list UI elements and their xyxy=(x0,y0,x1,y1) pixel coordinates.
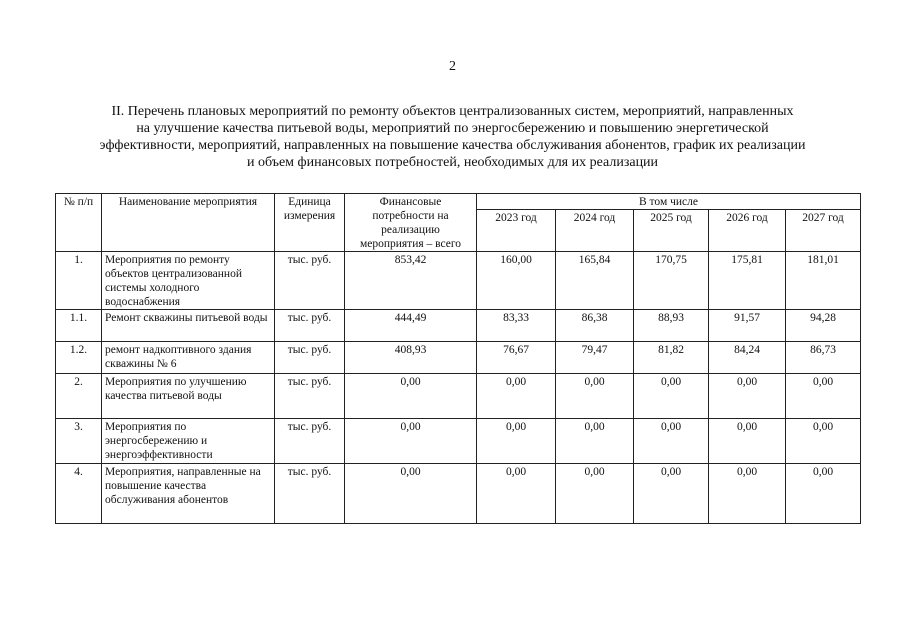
row-year-value: 0,00 xyxy=(634,464,709,524)
row-total: 853,42 xyxy=(345,252,477,310)
header-year: 2024 год xyxy=(556,210,634,252)
row-year-value: 91,57 xyxy=(709,310,786,342)
row-year-value: 0,00 xyxy=(786,419,861,464)
row-num: 1. xyxy=(56,252,102,310)
row-total: 444,49 xyxy=(345,310,477,342)
row-year-value: 86,38 xyxy=(556,310,634,342)
table-row xyxy=(56,310,861,342)
header-num: № п/п xyxy=(56,194,102,252)
header-group: В том числе xyxy=(477,194,861,210)
row-year-value: 76,67 xyxy=(477,342,556,374)
row-year-value: 0,00 xyxy=(477,374,556,419)
header-year: 2025 год xyxy=(634,210,709,252)
row-unit: тыс. руб. xyxy=(275,252,345,310)
row-name: Мероприятия, направленные на повышение качества обслуживания абонентов xyxy=(102,464,275,524)
row-year-value: 0,00 xyxy=(634,374,709,419)
row-year-value: 181,01 xyxy=(786,252,861,310)
row-year-value: 0,00 xyxy=(634,419,709,464)
row-year-value: 0,00 xyxy=(556,374,634,419)
row-year-value: 81,82 xyxy=(634,342,709,374)
row-year-value: 0,00 xyxy=(556,464,634,524)
header-year: 2027 год xyxy=(786,210,861,252)
row-total: 0,00 xyxy=(345,374,477,419)
row-year-value: 0,00 xyxy=(556,419,634,464)
page-number: 2 xyxy=(449,59,456,74)
row-year-value: 88,93 xyxy=(634,310,709,342)
table-row xyxy=(56,464,861,524)
row-num: 4. xyxy=(56,464,102,524)
row-unit: тыс. руб. xyxy=(275,374,345,419)
row-unit: тыс. руб. xyxy=(275,419,345,464)
heading-line: эффективности, мероприятий, направленных на повышение качества обслуживания абонентов, график их реализации xyxy=(99,138,806,153)
heading-line: II. Перечень плановых мероприятий по ремонту объектов централизованных систем, мероприятий, направленных xyxy=(111,104,794,119)
header-total: Финансовые потребности на реализацию мероприятия – всего xyxy=(345,194,477,252)
row-unit: тыс. руб. xyxy=(275,464,345,524)
table-row xyxy=(56,419,861,464)
row-num: 1.2. xyxy=(56,342,102,374)
row-name: Мероприятия по улучшению качества питьевой воды xyxy=(102,374,275,419)
row-name: Ремонт скважины питьевой воды xyxy=(102,310,275,342)
header-name: Наименование мероприятия xyxy=(102,194,275,252)
row-num: 1.1. xyxy=(56,310,102,342)
row-year-value: 0,00 xyxy=(709,464,786,524)
header-year: 2023 год xyxy=(477,210,556,252)
row-year-value: 0,00 xyxy=(477,464,556,524)
table-row xyxy=(56,374,861,419)
row-year-value: 175,81 xyxy=(709,252,786,310)
row-year-value: 83,33 xyxy=(477,310,556,342)
heading-line: и объем финансовых потребностей, необходимых для их реализации xyxy=(246,155,659,170)
row-name: Мероприятия по ремонту объектов централизованной системы холодного водоснабжения xyxy=(102,252,275,310)
header-unit: Единица измерения xyxy=(275,194,345,252)
row-year-value: 0,00 xyxy=(709,419,786,464)
row-year-value: 84,24 xyxy=(709,342,786,374)
document-heading xyxy=(40,103,865,171)
row-year-value: 165,84 xyxy=(556,252,634,310)
row-year-value: 0,00 xyxy=(786,374,861,419)
row-year-value: 86,73 xyxy=(786,342,861,374)
table-header-row xyxy=(56,194,861,210)
row-year-value: 0,00 xyxy=(709,374,786,419)
row-total: 0,00 xyxy=(345,464,477,524)
heading-line: на улучшение качества питьевой воды, мероприятий по энергосбережению и повышению энергетической xyxy=(136,121,769,136)
row-year-value: 160,00 xyxy=(477,252,556,310)
row-num: 3. xyxy=(56,419,102,464)
table-row xyxy=(56,342,861,374)
row-name: Мероприятия по энергосбережению и энергоэффективности xyxy=(102,419,275,464)
row-year-value: 94,28 xyxy=(786,310,861,342)
measures-table xyxy=(55,193,861,524)
row-total: 408,93 xyxy=(345,342,477,374)
row-year-value: 0,00 xyxy=(786,464,861,524)
row-num: 2. xyxy=(56,374,102,419)
row-name: ремонт надкоптивного здания скважины № 6 xyxy=(102,342,275,374)
row-year-value: 79,47 xyxy=(556,342,634,374)
row-total: 0,00 xyxy=(345,419,477,464)
header-year: 2026 год xyxy=(709,210,786,252)
row-unit: тыс. руб. xyxy=(275,342,345,374)
row-year-value: 170,75 xyxy=(634,252,709,310)
table-row xyxy=(56,252,861,310)
row-unit: тыс. руб. xyxy=(275,310,345,342)
row-year-value: 0,00 xyxy=(477,419,556,464)
